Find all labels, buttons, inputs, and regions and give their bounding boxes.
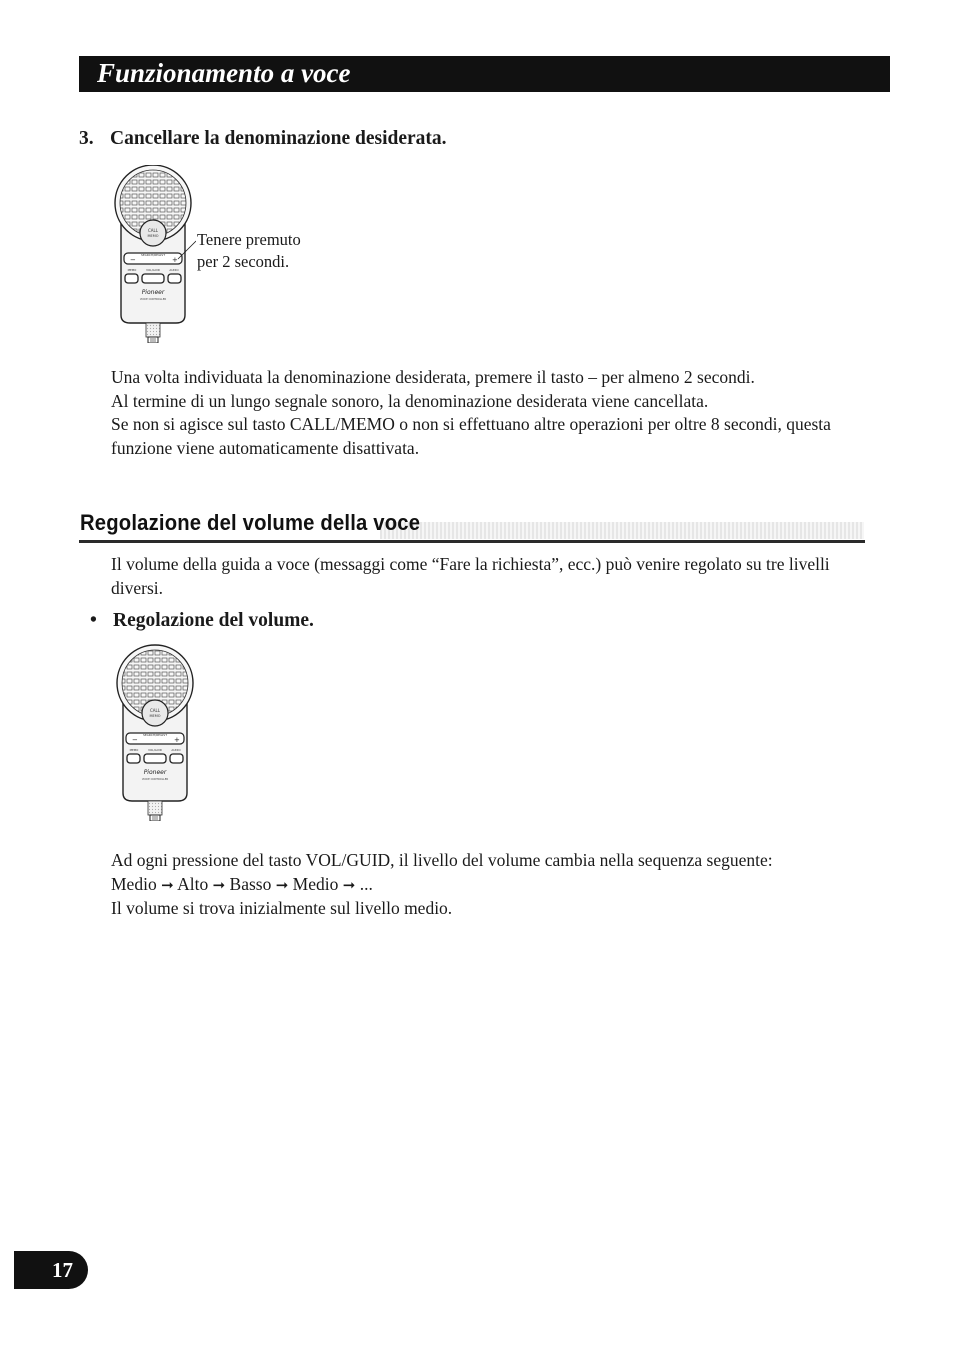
section-intro <box>111 553 851 600</box>
sequence-item-4: Medio <box>292 873 339 894</box>
step-3-paragraph-2: Al termine di un lungo segnale sonoro, la denominazione desiderata viene cancellata. <box>111 390 709 411</box>
bullet-heading <box>90 608 314 634</box>
callout-line-2: per 2 secondi. <box>197 251 290 271</box>
sequence-item-1: Medio <box>111 873 157 894</box>
volguid-small-label: VOL/GUID <box>148 748 162 752</box>
audio-small-label: AUDIO <box>171 748 181 752</box>
remote-illustration-hold <box>110 165 196 343</box>
brand-logo: Pioneer <box>143 769 167 776</box>
memo-small-label: MEMO <box>129 748 139 752</box>
sequence-item-2: Alto <box>177 873 209 894</box>
remote-illustration-volume <box>112 643 198 821</box>
step-number: 3. <box>79 128 94 149</box>
step-heading-text: Cancellare la denominazione desiderata. <box>110 128 447 149</box>
page-number-badge <box>14 1251 88 1289</box>
brand-logo: Pioneer <box>141 289 165 296</box>
bullet-dot: • <box>90 610 97 631</box>
call-label: CALL <box>150 708 160 713</box>
page-number: 17 <box>52 1258 73 1282</box>
memo-small-label: MEMO <box>127 268 137 272</box>
volume-paragraph: Ad ogni pressione del tasto VOL/GUID, il livello del volume cambia nella sequenza seguente: <box>111 850 773 870</box>
search-label: SEARCH/REGIST <box>142 733 168 737</box>
step-3-heading <box>79 126 447 152</box>
arrow-icon: ➞ <box>275 875 289 894</box>
arrow-icon: ➞ <box>342 875 356 894</box>
step-3-paragraph-1: Una volta individuata la denominazione desiderata, premere il tasto – per almeno 2 secondi. <box>111 367 755 387</box>
section-heading: Regolazione del volume della voce <box>80 510 421 535</box>
plus-symbol: + <box>174 736 180 744</box>
memo-label: MEMO <box>149 714 161 718</box>
page-title: Funzionamento a voce <box>97 58 351 88</box>
sequence-item-5: ... <box>359 873 373 894</box>
search-label: SEARCH/REGIST <box>140 253 166 257</box>
minus-symbol: − <box>132 736 138 744</box>
arrow-icon: ➞ <box>161 875 174 894</box>
memo-label: MEMO <box>147 234 159 238</box>
audio-small-label: AUDIO <box>169 268 179 272</box>
hold-callout <box>197 229 301 272</box>
arrow-icon: ➞ <box>212 875 226 894</box>
volguid-small-label: VOL/GUID <box>146 268 160 272</box>
header-bar <box>79 56 890 92</box>
step-3-body <box>111 366 851 460</box>
minus-symbol: − <box>130 256 136 264</box>
model-label: VOICE CONTROLLER <box>139 298 167 301</box>
callout-line-1: Tenere premuto <box>197 230 301 249</box>
bullet-heading-text: Regolazione del volume. <box>113 610 314 631</box>
volume-note: Il volume si trova inizialmente sul livello medio. <box>111 898 453 918</box>
section-intro-text: Il volume della guida a voce (messaggi come “Fare la richiesta”, ecc.) può venire regolato su tre livelli diversi. <box>111 554 830 598</box>
section-heading-shade <box>380 522 864 539</box>
step-3-paragraph-3: Se non si agisce sul tasto CALL/MEMO o non si effettuano altre operazioni per oltre 8 secondi, questa funzione viene automaticamente disattivata. <box>111 414 831 458</box>
plus-symbol: + <box>172 256 178 264</box>
volume-body <box>111 849 851 921</box>
sequence-item-3: Basso <box>229 873 272 894</box>
volume-sequence <box>111 873 851 898</box>
section-rule <box>79 540 865 543</box>
model-label: VOICE CONTROLLER <box>141 778 169 781</box>
call-label: CALL <box>148 228 158 233</box>
